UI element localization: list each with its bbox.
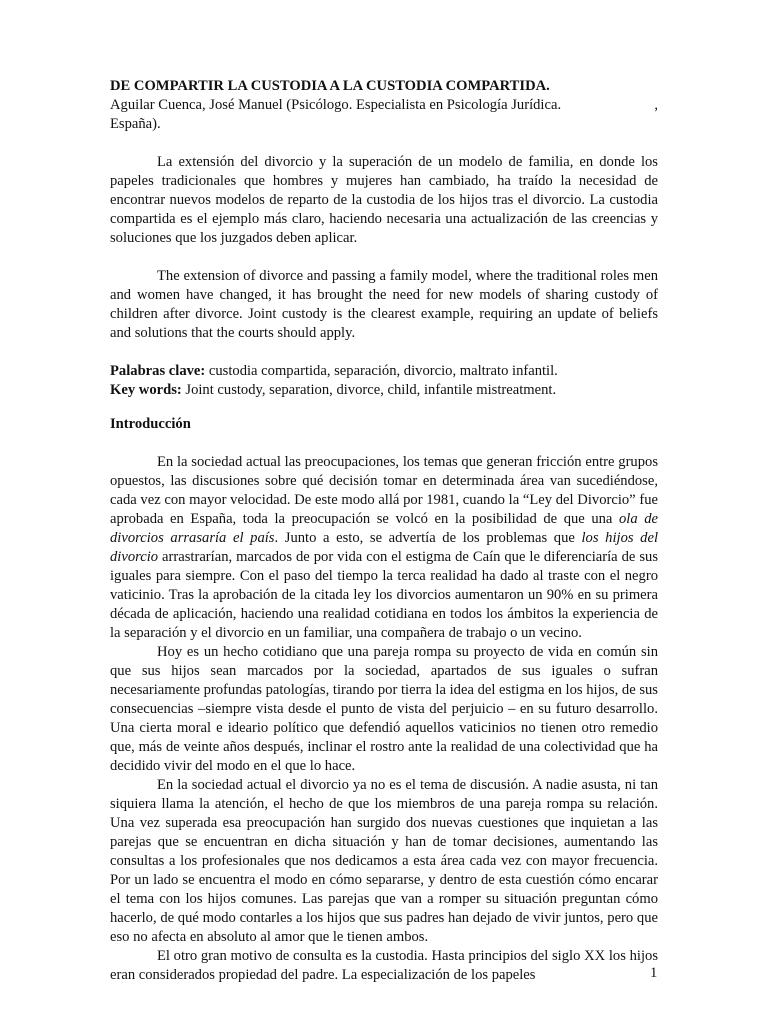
keywords-spanish — [110, 362, 658, 381]
keywords-spanish-label: Palabras clave: — [110, 363, 206, 379]
author-text: Aguilar Cuenca, José Manuel (Psicólogo. Especialista en Psicología Jurídica. — [110, 97, 562, 113]
document-title: DE COMPARTIR LA CUSTODIA A LA CUSTODIA COMPARTIDA. — [110, 78, 550, 94]
page-number: 1 — [650, 965, 658, 981]
paragraph-1-part-a: En la sociedad actual las preocupaciones, los temas que generan fricción entre grupos opuestos, las discusiones sobre qué decisión tomar en determinada área van sucediéndose, cada vez con mayor velocidad. De este modo allá por 1981, cuando la “Ley del Divorcio” fue aprobada en España, toda la preocupación se volcó en la posibilidad de que una — [110, 454, 658, 527]
paragraph-4: El otro gran motivo de consulta es la custodia. Hasta principios del siglo XX los hijos eran considerados propiedad del padre. La especialización de los papeles — [110, 948, 658, 983]
paragraph-1-italic-1: ola de divorcios arrasaría el país — [110, 511, 658, 546]
paragraph-2: Hoy es un hecho cotidiano que una pareja rompa su proyecto de vida en común sin que sus hijos sean marcados por la sociedad, apartados de sus iguales o sufran necesariamente profundas patologías, tirando por tierra la idea del estigma en los hijos, de sus consecuencias –siempre vista desde el punto de vista del perjuicio – en su futuro desarrollo. Una cierta moral e ideario político que defendió aquellos vaticinios no tienen otro remedio que, más de veinte años después, inclinar el rostro ante la realidad de una colectividad que ha decidido vivir del modo en el que lo hace. — [110, 644, 658, 774]
section-heading-introduccion: Introducción — [110, 416, 191, 432]
author-comma: , — [654, 97, 658, 113]
author-line — [110, 96, 658, 115]
paragraph-1-part-c: arrastrarían, marcados de por vida con el estigma de Caín que le diferenciaría de sus iguales para siempre. Con el paso del tiempo la terca realidad ha dado al traste con el negro vaticinio. Tras la aprobación de la citada ley los divorcios aumentaron un 90% en su primera década de aplicación, haciendo una realidad cotidiana en todos los ámbitos la experiencia de la separación y el divorcio en un familiar, una compañera de trabajo o un vecino. — [110, 549, 658, 641]
keywords-english — [110, 381, 658, 400]
keywords-english-label: Key words: — [110, 382, 182, 398]
paragraph-3: En la sociedad actual el divorcio ya no es el tema de discusión. A nadie asusta, ni tan siquiera llama la atención, el hecho de que los miembros de una pareja rompa su relación. Una vez superada esa preocupación han surgido dos nuevas cuestiones que inquietan a las parejas que se encuentran en dicha situación y han de tomar decisiones, aumentando las consultas a los profesionales que nos dedicamos a esta área cada vez con mayor frecuencia. Por un lado se encuentra el modo en cómo separarse, y dentro de esta cuestión cómo encarar el tema con los hijos comunes. Las parejas que van a romper su situación preguntan cómo hacerlo, de qué modo contarles a los hijos que sus padres han dejado de vivir juntos, pero que eso no afecta en absoluto al amor que le tienen ambos. — [110, 777, 658, 945]
paragraph-1-part-b: . Junto a esto, se advertía de los problemas que — [274, 530, 582, 546]
keywords-english-text: Joint custody, separation, divorce, child, infantile mistreatment. — [181, 382, 557, 398]
document-body — [110, 77, 658, 985]
abstract-english: The extension of divorce and passing a family model, where the traditional roles men and women have changed, it has brought the need for new models of sharing custody of children after divorce. Joint custody is the clearest example, requiring an update of beliefs and solutions that the courts should apply. — [110, 268, 658, 341]
abstract-spanish: La extensión del divorcio y la superación de un modelo de familia, en donde los papeles tradicionales que hombres y mujeres han cambiado, ha traído la necesidad de encontrar nuevos modelos de reparto de la custodia de los hijos tras el divorcio. La custodia compartida es el ejemplo más claro, haciendo necesaria una actualización de las creencias y soluciones que los juzgados deben aplicar. — [110, 154, 658, 246]
author-country: España). — [110, 116, 161, 132]
paragraph-1 — [110, 453, 658, 643]
paragraph-1-italic-2: los hijos del divorcio — [110, 530, 658, 565]
keywords-spanish-text: custodia compartida, separación, divorcio, maltrato infantil. — [205, 363, 558, 379]
